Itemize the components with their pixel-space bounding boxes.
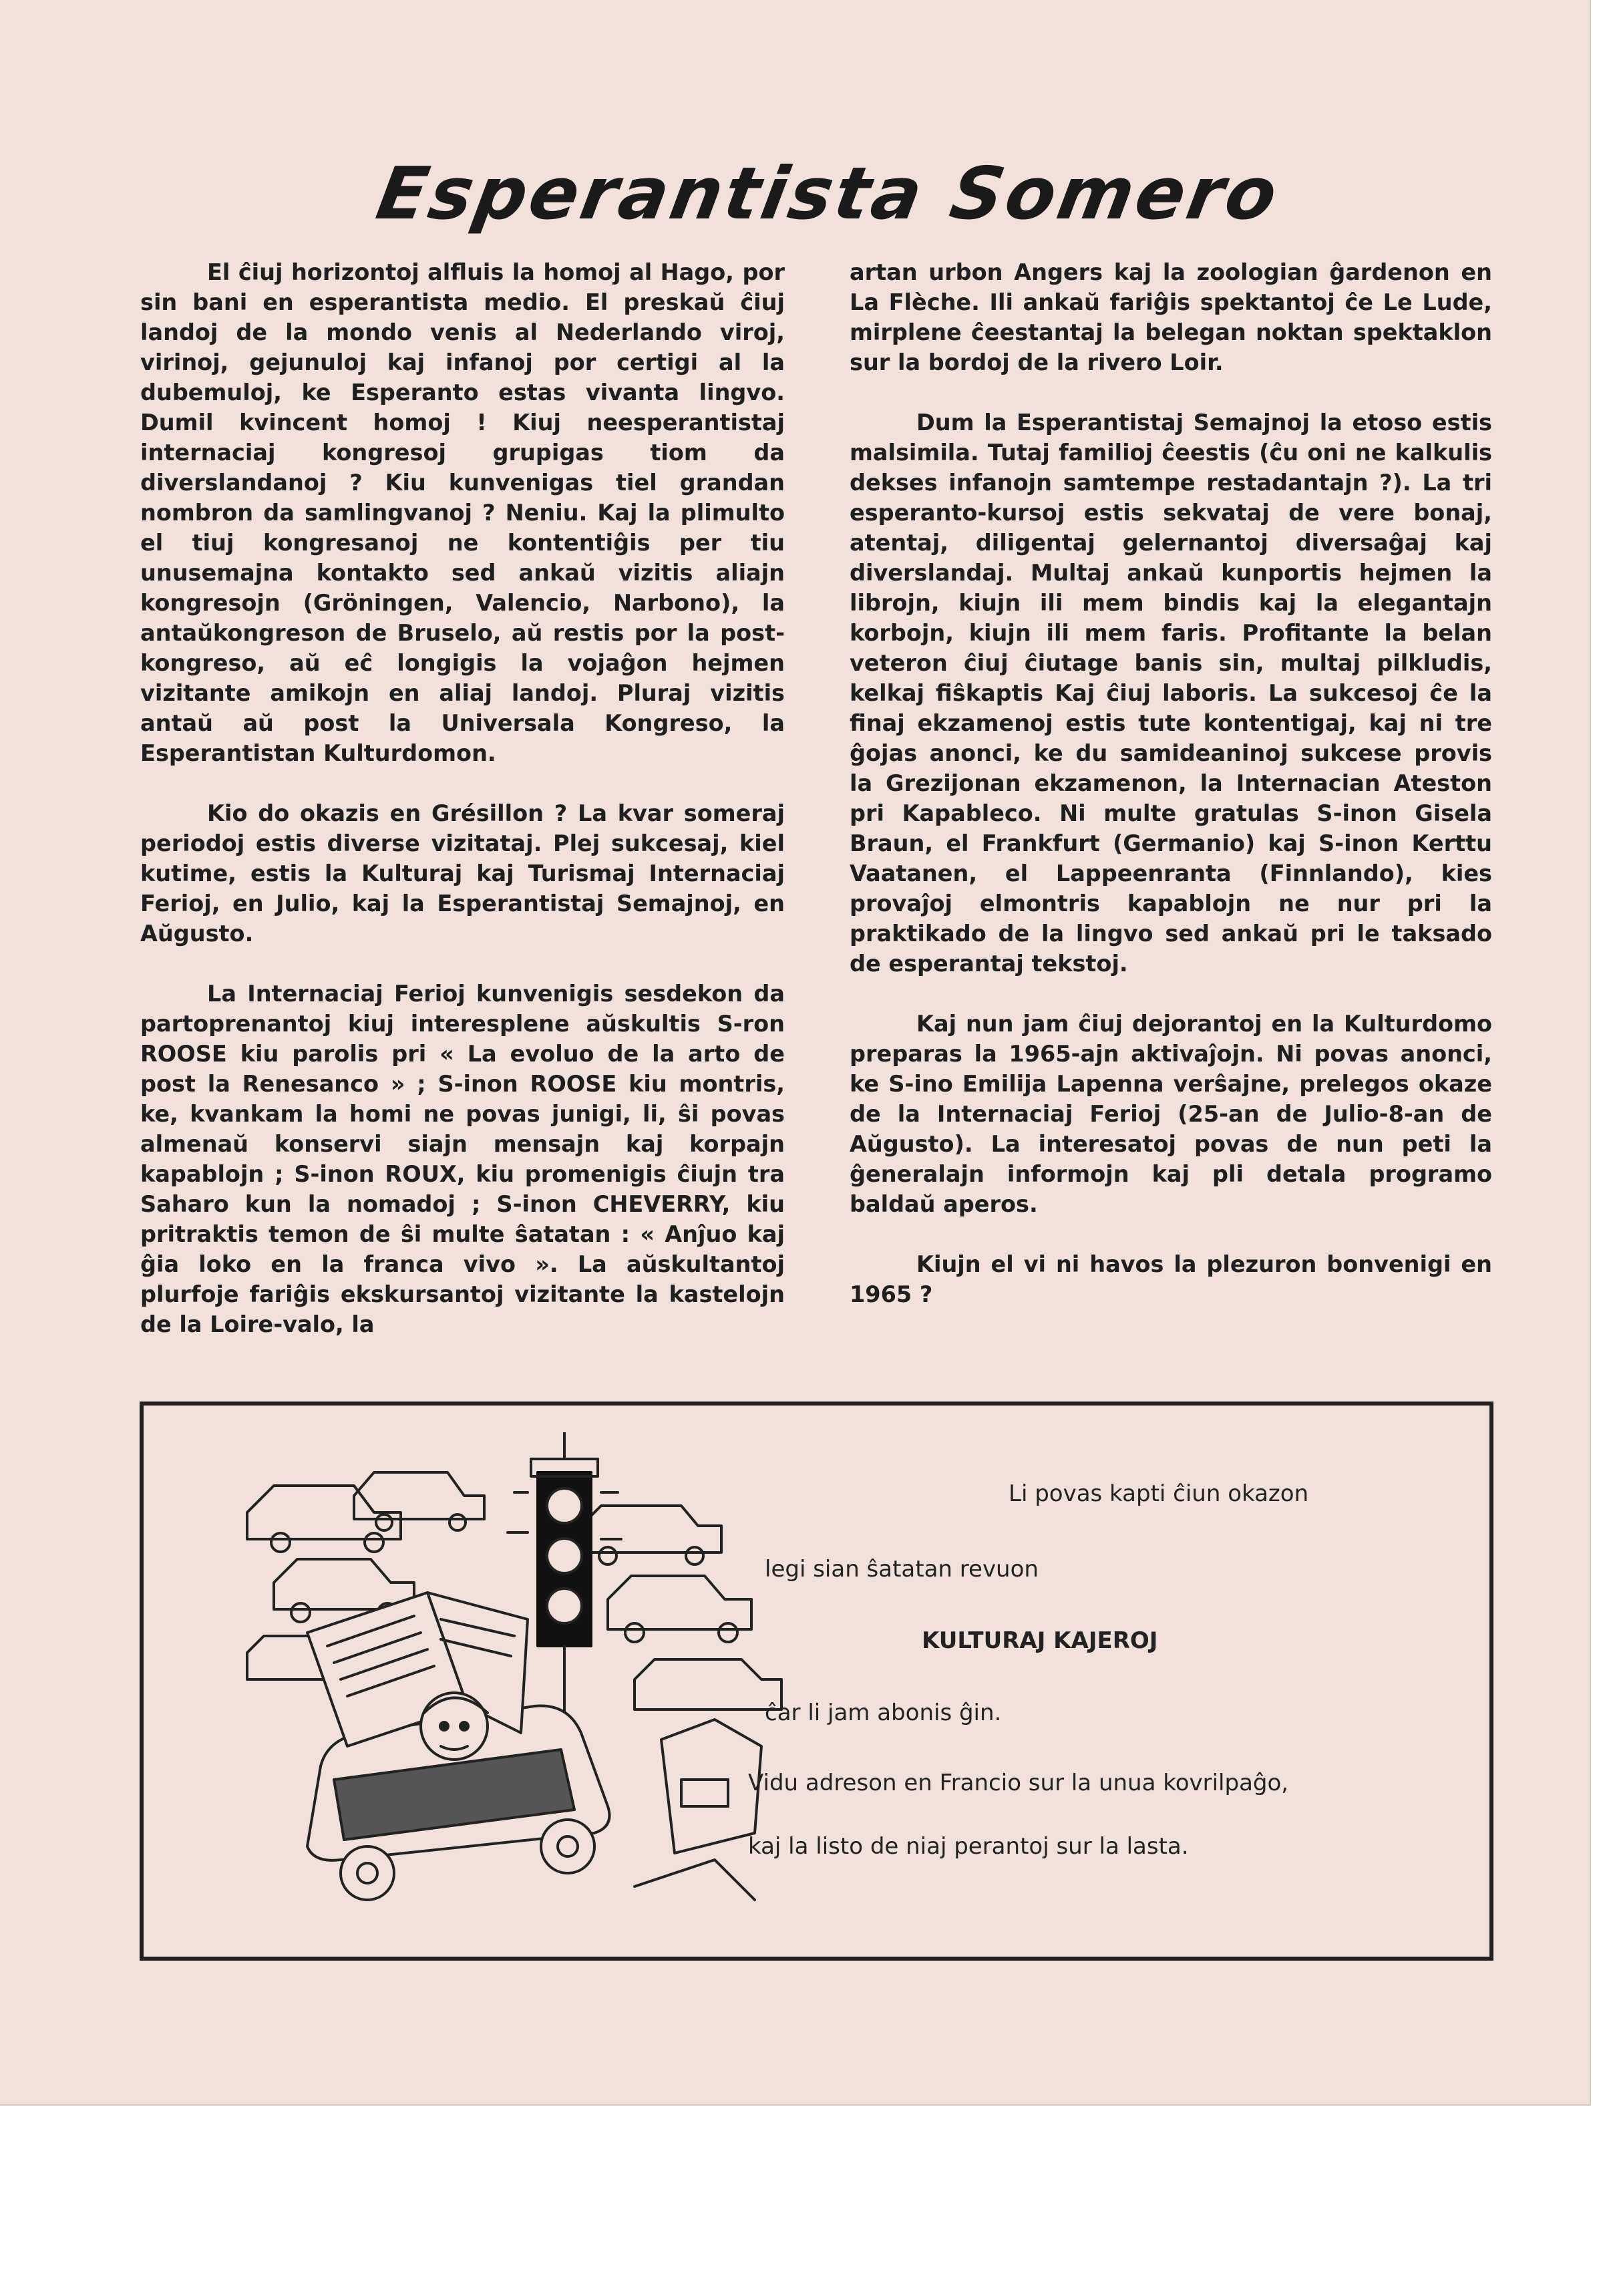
page-title: Esperantista Somero [371,152,1286,236]
article-column-left [140,257,785,1339]
ad-line-6: kaj la listo de niaj perantoj sur la lasta. [748,1833,1189,1860]
traffic-jam-reader-illustration [234,1432,795,1923]
article-paragraph: Kiujn el vi ni havos la plezuron bonvenigi en 1965 ? [850,1251,1492,1307]
box-border-right [1489,1402,1493,1961]
article-column-right [850,257,1492,1309]
box-border-left [140,1402,144,1961]
ad-line-4: ĉar li jam abonis ĝin. [765,1699,1002,1726]
article-paragraph: El ĉiuj horizontoj alfluis la homoj al Hago, por sin bani en esperantista medio. El preskaŭ ĉiuj landoj de la mondo venis al Nederlando viroj, virinoj, gejunuloj kaj infanoj por certigi al la dubemuloj, ke Esperanto estas vivanta lingvo. Dumil kvincent homoj ! Kiuj neesperantistaj internaciaj kongresoj grupigas tiom da diverslandanoj ? Kiu kunvenigas tiel grandan nombron da samlingvanoj ? Neniu. Kaj la plimulto el tiuj kongresanoj ne kontentiĝis per tiu unusemajna kontakto sed ankaŭ vizitis aliajn kongresojn (Gröningen, Valencio, Narbono), la antaŭkongreson de Bruselo, aŭ restis por la post-kongreso, aŭ eĉ longigis la vojaĝon hejmen vizitante amikojn en aliaj landoj. Pluraj vizitis antaŭ aŭ post la Universala Kongreso, la Esperantistan Kulturdomon. [140,259,785,766]
article-paragraph: artan urbon Angers kaj la zoologian ĝardenon en La Flèche. Ili ankaŭ fariĝis spektantoj ĉe Le Lude, mirplene ĉeestantaj la belegan noktan spektaklon sur la bordoj de la rivero Loir. [850,259,1492,375]
ad-line-5: Vidu adreson en Francio sur la unua kovrilpaĝo, [748,1770,1289,1796]
ad-magazine-name: KULTURAJ KAJEROJ [922,1627,1158,1654]
article-paragraph: La Internaciaj Ferioj kunvenigis sesdekon da partoprenantoj kiuj interesplene aŭskultis S-ron ROOSE kiu parolis pri « La evoluo de la arto de post la Renesanco » ; S-inon ROOSE kiu montris, ke, kvankam la homi ne povas junigi, li, ŝi povas almenaŭ konservi siajn mensajn kaj korpajn kapablojn ; S-inon ROUX, kiu promenigis ĉiujn tra Saharo kun la nomadoj ; S-inon CHEVERRY, kiu pritraktis temon de ŝi multe ŝatatan : « Anĵuo kaj ĝia loko en la franca vivo ». La aŭskultantoj plurfoje fariĝis ekskursantoj vizitante la kastelojn de la Loire-valo, la [140,981,785,1337]
article-paragraph: Kaj nun jam ĉiuj dejorantoj en la Kulturdomo preparas la 1965-ajn aktivaĵojn. Ni povas anonci, ke S-ino Emilija Lapenna verŝajne, prelegos okaze de la Internaciaj Ferioj (25-an de Julio-8-an de Aŭgusto). La interesatoj povas de nun peti la ĝeneralajn informojn kaj pli detala programo baldaŭ aperos. [850,1011,1492,1217]
article-paragraph: Kio do okazis en Grésillon ? La kvar someraj periodoj estis diverse vizitataj. Plej sukcesaj, kiel kutime, estis la Kulturaj kaj Turismaj Internaciaj Ferioj, en Julio, kaj la Esperantistaj Semajnoj, en Aŭgusto. [140,800,785,947]
subscription-ad-box [144,1402,1489,1961]
ad-line-2: legi sian ŝatatan revuon [765,1556,1039,1583]
ad-line-1: Li povas kapti ĉiun okazon [1009,1480,1309,1507]
article-paragraph: Dum la Esperantistaj Semajnoj la etoso estis malsimila. Tutaj familioj ĉeestis (ĉu oni ne kalkulis dekses infanojn samtempe restadantajn ?). La tri esperanto-kursoj estis sekvataj de vere bonaj, atentaj, diligentaj gelernantoj diversaĝaj kaj diverslandaj. Multaj ankaŭ kunportis hejmen la librojn, kiujn ili mem bindis kaj la elegantajn korbojn, kiujn ili mem faris. Profitante la belan veteron ĉiuj ĉiutage banis sin, multaj pilkludis, kelkaj fiŝkaptis Kaj ĉiuj laboris. La sukcesoj ĉe la finaj ekzamenoj estis tute kontentigaj, kaj ni tre ĝojas anonci, ke du samideaninoj sukcese provis la Grezijonan ekzamenon, la Internacian Ateston pri Kapableco. Ni multe gratulas S-inon Gisela Braun, el Frankfurt (Germanio) kaj S-inon Kerttu Vaatanen, el Lappeenranta (Finnlando), kies provaĵoj elmontris kapablojn ne nur pri la praktikado de la lingvo sed ankaŭ pri le taksado de esperantaj tekstoj. [850,409,1492,977]
